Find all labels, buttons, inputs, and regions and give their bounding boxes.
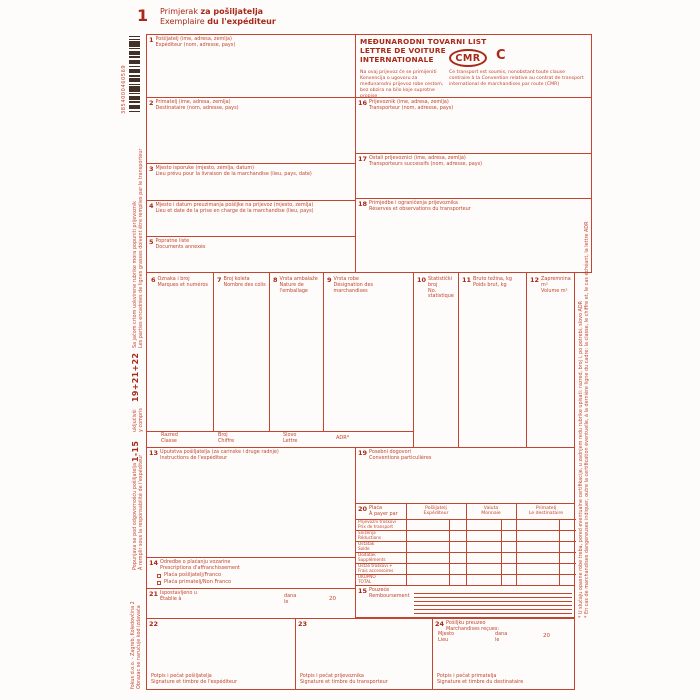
- box-number: 19: [358, 449, 368, 457]
- box-label-hr: Statistički broj: [428, 276, 453, 288]
- box-number: 22: [149, 620, 159, 628]
- checkbox-non-franco[interactable]: [157, 581, 161, 585]
- publisher-line2: Obrazac se naručuje kod izdavača: [135, 605, 142, 689]
- box-label-fr: Volume m³: [541, 287, 568, 294]
- box-number: 11: [462, 276, 472, 284]
- box-number: 4: [149, 202, 154, 210]
- year-prefix: 20: [329, 596, 336, 602]
- box-label-fr: Lieu et date de la prise en charge de la marchandise (lieu, pays): [155, 207, 314, 214]
- copy-title-hr: Primjerak za pošiljatelja: [160, 7, 264, 16]
- box-number: 23: [298, 620, 308, 628]
- box-label-hr: Odredbe o plaćanju vozarine: [160, 559, 231, 565]
- sidebar-carrier-note-hr: Sa jačom crtom uokvirene rubrike mora popuniti prijevoznik: [132, 201, 138, 348]
- sidebar-carrier-note: [133, 149, 145, 348]
- box-label-fr: Établie à: [160, 595, 182, 602]
- goods-divider: [413, 273, 414, 448]
- box-number: 12: [530, 276, 540, 284]
- convention-note-hr: Na ovaj prijevoz će se primijeniti Konvencija o ugovoru za međunarodni prijevoz robe cestom, bez obzira na bilo koje suprotne propise: [360, 70, 444, 99]
- goods-divider: [526, 273, 527, 448]
- box-number: 6: [151, 276, 156, 284]
- box-label-hr: Prijevoznik (ime, adresa, zemlja): [369, 99, 449, 105]
- adr-footnote-hr: * U slučaju opasne robe treba, pored eventualne certifikacije, u zadnjem redu rubrike upisati: razred, broj i, po potrebi, slovo ADR: [578, 300, 584, 618]
- box-number: 21: [149, 590, 159, 598]
- publisher-imprint: [131, 601, 143, 689]
- box-cash-on-delivery: [355, 585, 575, 618]
- box-label-hr: Posebni dogovori: [369, 449, 411, 455]
- box-sender: [146, 34, 356, 98]
- adr-class-label: Razred Classe: [161, 432, 178, 444]
- date-label: dana le: [495, 631, 508, 643]
- box-label-fr: Instructions de l'expéditeur: [160, 454, 228, 461]
- box-annexed-documents: [146, 236, 356, 273]
- box-label-fr: Réserves et observations du transporteur: [369, 205, 471, 212]
- copy-title-fr: Exemplaire du l'expéditeur: [160, 17, 276, 26]
- charges-col-sender: Pošiljatelj Expéditeur: [423, 506, 449, 517]
- sidebar-responsibility-fr: À remplir sous la responsabilité de l'expéditeur: [137, 454, 144, 570]
- charges-row-supplements: Dodatak Suppléments: [358, 552, 386, 562]
- charges-row-total: UKUPNO TOTAL: [358, 574, 376, 584]
- box-label-fr: Nombre des colis: [223, 281, 266, 288]
- box-label-fr: Conventions particulières: [369, 454, 432, 461]
- col-marks: [149, 275, 211, 289]
- box-established-in: [146, 588, 356, 619]
- box-label-fr: Désignation des marchandises: [333, 281, 373, 294]
- adr-footnote: [579, 222, 591, 618]
- box-number: 20: [358, 505, 368, 513]
- box-label-hr: Broj koleta: [223, 276, 250, 282]
- sidebar-including-fr: y compris: [137, 408, 144, 432]
- date-label: dana le: [284, 593, 297, 605]
- col-volume: [528, 275, 574, 294]
- box-label-fr: Nature de l'emballage: [279, 281, 308, 294]
- box-label-fr: No. statistique: [428, 287, 454, 300]
- sidebar-including-hr: uključivši: [132, 409, 138, 432]
- box-label-hr: Mjesto isporuke (mjesto, zemlja, datum): [155, 165, 255, 171]
- goods-divider: [269, 273, 270, 431]
- goods-divider: [323, 273, 324, 431]
- box-label-fr: Lieu prévu pour la livraison de la marchandise (lieu, pays, date): [155, 170, 312, 177]
- box-number: 1: [149, 36, 154, 44]
- box-carrier-reservations: [355, 198, 592, 273]
- box-label-hr: Ispostavljeno u: [160, 590, 197, 596]
- sidebar-carrier-note-fr: Les parties encadrées de lignes grasses doivent être remplies par le transporteur: [137, 148, 144, 348]
- box-special-agreements: [355, 447, 575, 504]
- box-label-fr: Expéditeur (nom, adresse, pays): [155, 41, 236, 48]
- year-prefix: 20: [543, 633, 550, 639]
- charges-row-balance: Ostatak Solde: [358, 541, 375, 551]
- box-payment-instructions: [146, 557, 356, 589]
- goods-divider: [458, 273, 459, 448]
- box-number: 24: [435, 620, 445, 628]
- box-label-fr: Prescriptions d'affranchissement: [160, 564, 240, 571]
- adr-label: ADR*: [336, 435, 350, 441]
- sidebar-responsibility-hr: Popunjava se pod odgovornošću pošiljatelja: [132, 462, 138, 570]
- checkbox-franco-label: Plaća pošiljatelj/Franco: [164, 572, 222, 579]
- box-number: 13: [149, 449, 159, 457]
- box-goods-received: [432, 618, 575, 690]
- publisher-line1: fokus d.o.o. - Zagreb, Koledovčina 2: [130, 601, 136, 689]
- col-statistical: [415, 275, 457, 300]
- box-label-hr: Plaća: [369, 505, 383, 511]
- box-label-fr: Documents annexés: [155, 243, 206, 250]
- copy-letter: C: [496, 48, 506, 63]
- box-label-fr: À payer par: [369, 510, 398, 517]
- box-label-fr: Marques et numéros: [157, 281, 208, 288]
- box-label-hr: Mjesto i datum preuzimanja pošiljke na prijevoz (mjesto, zemlja): [155, 202, 314, 208]
- copy-number: 1: [137, 6, 149, 25]
- charges-row-additional: Ostali troškovi + Frais accessoires: [358, 563, 394, 573]
- box-label-hr: Primatelj (ime, adresa, zemlja): [155, 99, 231, 105]
- charges-col-consignee: Primatelj Le destinataire: [528, 506, 564, 517]
- box-label-hr: Vrsta robe: [333, 276, 359, 282]
- adr-letter-label: Slovo Lettre: [283, 432, 298, 444]
- col-packages: [215, 275, 267, 289]
- sidebar-boxes-19-21-22: 19+21+22: [131, 352, 140, 402]
- title-line2: LETTRE DE VOITURE: [360, 45, 446, 55]
- box-label-fr: Poids brut, kg: [473, 281, 507, 288]
- charges-col-currency: Valuta Monnaie: [481, 506, 501, 517]
- fill-in-lines: [414, 590, 572, 616]
- box-carrier-signature: [295, 618, 433, 690]
- box-label-fr: Transporteurs successifs (nom, adresse, pays): [369, 160, 483, 167]
- box-label-hr: Pouzeće: [369, 587, 390, 593]
- box-charges: [355, 503, 575, 586]
- title-line1: MEĐUNARODNI TOVARNI LIST: [360, 37, 487, 46]
- box-label-hr: Oznaka i broj: [157, 276, 190, 282]
- place-label: Mjesto Lieu: [438, 631, 455, 643]
- sidebar-boxes-1-15: 1-15: [131, 440, 140, 462]
- carrier-signature-caption: Potpis i pečat prijevoznika Signature et timbre du transporteur: [300, 673, 388, 686]
- barcode: [129, 36, 140, 114]
- box-label-hr: Pošiljku preuzeo: [446, 620, 486, 626]
- barcode-number: 3854000460569: [121, 64, 127, 114]
- copy-title: [160, 7, 276, 27]
- box-label-fr: Remboursement: [369, 592, 410, 599]
- box-label-hr: Popratne liste: [155, 238, 190, 244]
- title-line3: INTERNATIONALE: [360, 54, 434, 64]
- box-label-fr: Destinataire (nom, adresse, pays): [155, 104, 239, 111]
- box-taking-over: [146, 200, 356, 237]
- box-sender-instructions: [146, 447, 356, 558]
- box-label-hr: Vrsta ambalaže: [279, 276, 318, 282]
- adr-row-divider: [147, 431, 413, 432]
- box-number: 17: [358, 155, 368, 163]
- box-number: 16: [358, 99, 368, 107]
- box-label-fr: Marchandises reçues:: [446, 625, 500, 632]
- box-number: 15: [358, 587, 368, 595]
- adr-number-label: Broj Chiffre: [218, 432, 235, 444]
- box-number: 5: [149, 238, 154, 246]
- charges-row-carriage: Prijevozni troškovi Prix de transport: [358, 519, 396, 529]
- box-label-hr: Zapremnina m³: [541, 276, 571, 288]
- checkbox-non-franco-label: Plaća primatelj/Non Franco: [164, 579, 232, 586]
- consignee-signature-caption: Potpis i pečat primatelja Signature et timbre du destinataire: [437, 673, 524, 686]
- adr-footnote-fr: * En cas de marchandises dangereuses indiquer, outre la certification éventuelle, à la dernière ligne du cadre: la classe, le chiffre et, le cas échéant, la lettre ADR: [583, 221, 590, 618]
- box-number: 7: [217, 276, 222, 284]
- box-label-hr: Primjedbe i ograničenja prijevoznika: [369, 200, 458, 206]
- col-packing: [271, 275, 321, 294]
- goods-table: [146, 272, 575, 448]
- box-label-hr: Uputstva pošiljatelja (za carinske i druge radnje): [160, 449, 279, 455]
- convention-note-fr: Ce transport est soumis, nonobstant toute clause contraire à la Convention relative au contrat de transport international de marchandises par route (CMR): [449, 70, 584, 87]
- box-label-fr: Transporteur (nom, adresse, pays): [369, 104, 454, 111]
- col-goods: [325, 275, 395, 294]
- box-successive-carriers: [355, 153, 592, 199]
- box-consignee: [146, 97, 356, 164]
- box-label-hr: Pošiljatelj (ime, adresa, zemlja): [155, 36, 232, 42]
- box-delivery-place: [146, 163, 356, 201]
- box-label-hr: Bruto težina, kg: [473, 276, 512, 282]
- goods-divider: [213, 273, 214, 431]
- box-number: 9: [327, 276, 332, 284]
- sidebar-including-note: [133, 408, 145, 432]
- box-carrier: [355, 97, 592, 154]
- charges-row-reductions: Sniženja Réductions: [358, 530, 382, 540]
- title-block: [355, 34, 592, 98]
- box-sender-signature: [146, 618, 296, 690]
- box-number: 14: [149, 559, 159, 567]
- col-gross-weight: [460, 275, 522, 289]
- box-label-hr: Ostali prijevoznici (ime, adresa, zemlja): [369, 155, 466, 161]
- box-number: 2: [149, 99, 154, 107]
- cmr-logo: CMR: [449, 49, 487, 67]
- checkbox-franco[interactable]: [157, 574, 161, 578]
- box-number: 10: [417, 276, 427, 284]
- box-number: 18: [358, 200, 368, 208]
- box-number: 3: [149, 165, 154, 173]
- sender-signature-caption: Potpis i pečat pošiljatelja Signature et timbre de l'expéditeur: [151, 673, 238, 686]
- box-number: 8: [273, 276, 278, 284]
- sidebar-sender-responsibility-note: [133, 455, 145, 570]
